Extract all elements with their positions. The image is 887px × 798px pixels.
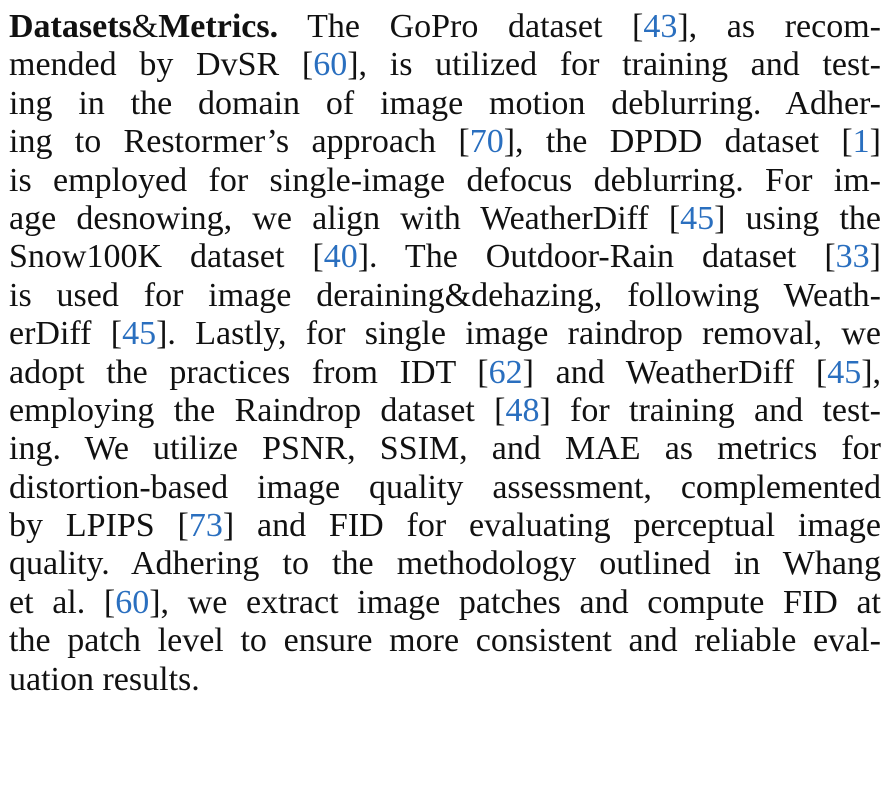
text-line (9, 277, 881, 315)
body-text: ] using the (714, 199, 881, 237)
citation-link[interactable]: 73 (188, 507, 223, 545)
body-text: ], the DPDD dataset [ (503, 123, 853, 161)
citation-link[interactable]: 62 (488, 353, 523, 391)
body-text: mended by DvSR [ (9, 46, 314, 84)
body-text: adopt the practices from IDT [ (9, 353, 489, 391)
paper-paragraph (9, 8, 881, 699)
body-text: ing. We utilize PSNR, SSIM, and MAE as metrics for (9, 430, 881, 468)
body-text: ], as recom- (677, 8, 882, 45)
citation-link[interactable]: 33 (835, 238, 870, 276)
text-line (9, 661, 881, 699)
citation-link[interactable]: 43 (643, 8, 678, 45)
citation-link[interactable]: 1 (852, 123, 870, 161)
heading-text-metrics: Metrics. (158, 8, 279, 45)
text-line (9, 8, 881, 46)
text-line (9, 85, 881, 123)
text-line (9, 315, 881, 353)
body-text: erDiff [ (9, 315, 123, 353)
body-text: ]. Lastly, for single image raindrop removal, we (156, 315, 881, 353)
body-text: Snow100K dataset [ (9, 238, 324, 276)
text-line (9, 200, 881, 238)
text-line (9, 507, 881, 545)
citation-link[interactable]: 45 (122, 315, 157, 353)
citation-link[interactable]: 45 (680, 199, 715, 237)
section-heading (9, 8, 278, 45)
text-line (9, 622, 881, 660)
citation-link[interactable]: 60 (115, 583, 150, 621)
body-text: ing to Restormer’s approach [ (9, 123, 470, 161)
text-line (9, 123, 881, 161)
body-text: ], (861, 353, 882, 391)
body-text: ] and FID for evaluating perceptual image (222, 507, 881, 545)
body-text: by LPIPS [ (9, 507, 189, 545)
citation-link[interactable]: 45 (827, 353, 862, 391)
body-text: uation results. (9, 660, 200, 698)
text-line (9, 238, 881, 276)
citation-link[interactable]: 48 (505, 391, 540, 429)
text-line (9, 584, 881, 622)
body-text: age desnowing, we align with WeatherDiff [ (9, 199, 681, 237)
heading-text-datasets: Datasets (9, 8, 132, 45)
citation-link[interactable]: 40 (323, 238, 358, 276)
body-text: is used for image deraining&dehazing, following Weath- (9, 276, 881, 314)
text-line (9, 354, 881, 392)
body-text: ], is utilized for training and test- (347, 46, 881, 84)
citation-link[interactable]: 70 (469, 123, 504, 161)
body-text: ] and WeatherDiff [ (522, 353, 828, 391)
body-text: the patch level to ensure more consistent and reliable eval- (9, 622, 881, 660)
body-text: ] (869, 238, 881, 276)
body-text: ]. The Outdoor-Rain dataset [ (357, 238, 836, 276)
body-text: employing the Raindrop dataset [ (9, 391, 506, 429)
text-line (9, 545, 881, 583)
body-text: et al. [ (9, 583, 116, 621)
body-text: ] for training and test- (539, 391, 881, 429)
body-text: The GoPro dataset [ (278, 8, 644, 45)
body-text: ing in the domain of image motion deblurring. Adher- (9, 84, 881, 122)
body-text: distortion-based image quality assessment, complemented (9, 468, 881, 506)
body-text: quality. Adhering to the methodology outlined in Whang (9, 545, 881, 583)
body-text: ] (869, 123, 881, 161)
heading-ampersand: & (131, 8, 159, 45)
text-line (9, 162, 881, 200)
text-line (9, 392, 881, 430)
text-line (9, 469, 881, 507)
body-text: is employed for single-image defocus deblurring. For im- (9, 161, 881, 199)
text-line (9, 430, 881, 468)
citation-link[interactable]: 60 (313, 46, 348, 84)
body-text: ], we extract image patches and compute FID at (149, 583, 882, 621)
text-line (9, 46, 881, 84)
